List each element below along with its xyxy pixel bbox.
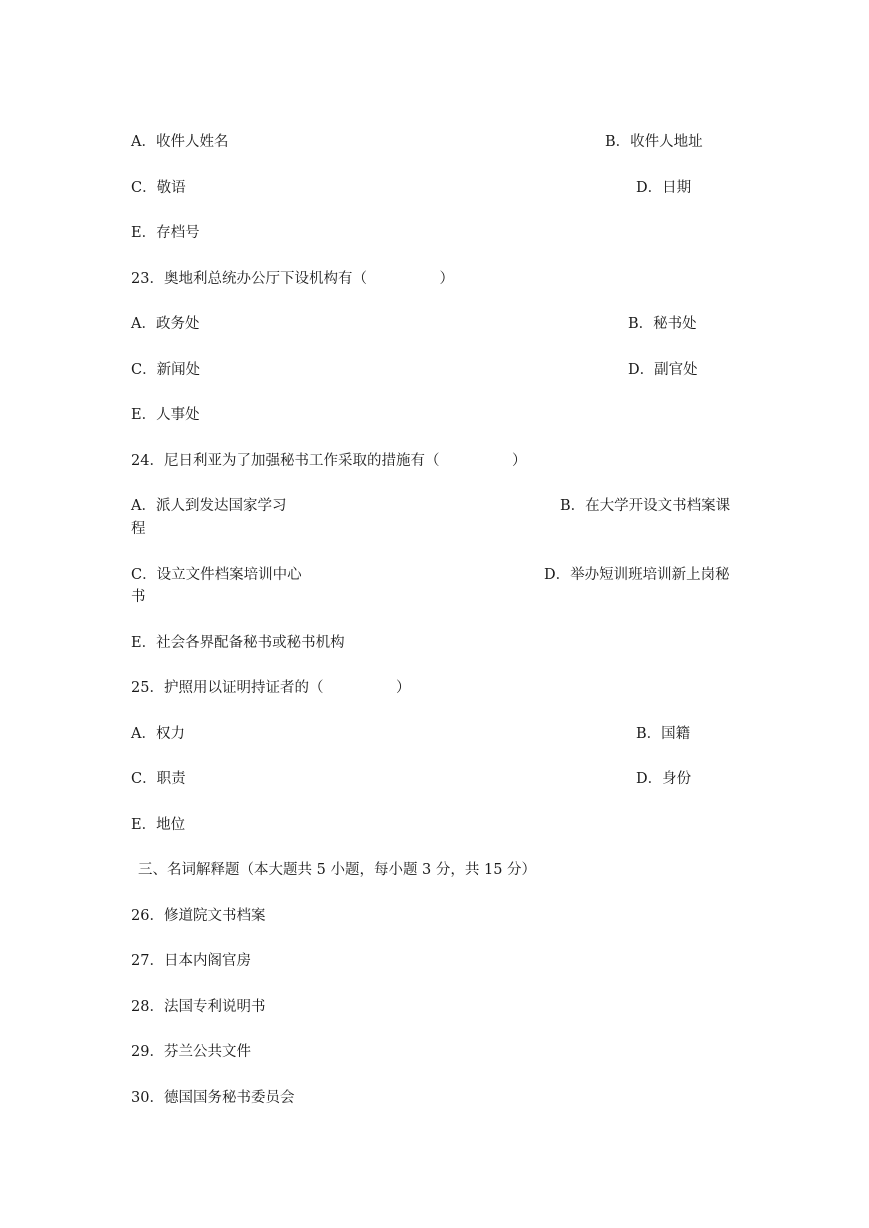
q24-option-d-wrap: 书 bbox=[131, 589, 146, 605]
q24-option-d: D．举办短训班培训新上岗秘 bbox=[544, 567, 730, 583]
q22-option-e: E．存档号 bbox=[131, 225, 200, 241]
q25-option-b: B．国籍 bbox=[636, 726, 691, 742]
q22-option-a: A．收件人姓名 bbox=[131, 134, 229, 150]
q25-option-e: E．地位 bbox=[131, 817, 186, 833]
term-item: 30．德国国务秘书委员会 bbox=[131, 1090, 295, 1106]
q23-option-e: E．人事处 bbox=[131, 407, 200, 423]
term-item: 29．芬兰公共文件 bbox=[131, 1044, 251, 1060]
q25-stem: 25．护照用以证明持证者的（ ） bbox=[131, 680, 411, 696]
section-3-heading: 三、名词解释题（本大题共 5 小题，每小题 3 分，共 15 分） bbox=[138, 862, 537, 878]
q25-option-c: C．职责 bbox=[131, 771, 186, 787]
q23-stem: 23．奥地利总统办公厅下设机构有（ ） bbox=[131, 271, 454, 287]
q23-option-c: C．新闻处 bbox=[131, 362, 201, 378]
term-item: 28．法国专利说明书 bbox=[131, 999, 266, 1015]
term-item: 26．修道院文书档案 bbox=[131, 908, 266, 924]
q22-option-c: C．敬语 bbox=[131, 180, 186, 196]
term-item: 27．日本内阁官房 bbox=[131, 953, 251, 969]
q25-option-d: D．身份 bbox=[636, 771, 692, 787]
q23-option-a: A．政务处 bbox=[131, 316, 200, 332]
q22-option-b: B．收件人地址 bbox=[605, 134, 703, 150]
q24-option-b-wrap: 程 bbox=[131, 521, 146, 537]
q23-option-b: B．秘书处 bbox=[628, 316, 697, 332]
q24-option-c: C．设立文件档案培训中心 bbox=[131, 567, 302, 583]
q24-stem: 24．尼日利亚为了加强秘书工作采取的措施有（ ） bbox=[131, 453, 527, 469]
q25-option-a: A．权力 bbox=[131, 726, 185, 742]
q23-option-d: D．副官处 bbox=[628, 362, 698, 378]
q22-option-d: D．日期 bbox=[636, 180, 692, 196]
q24-option-b: B．在大学开设文书档案课 bbox=[560, 498, 731, 514]
q24-option-a: A．派人到发达国家学习 bbox=[131, 498, 287, 514]
q24-option-e: E．社会各界配备秘书或秘书机构 bbox=[131, 635, 345, 651]
